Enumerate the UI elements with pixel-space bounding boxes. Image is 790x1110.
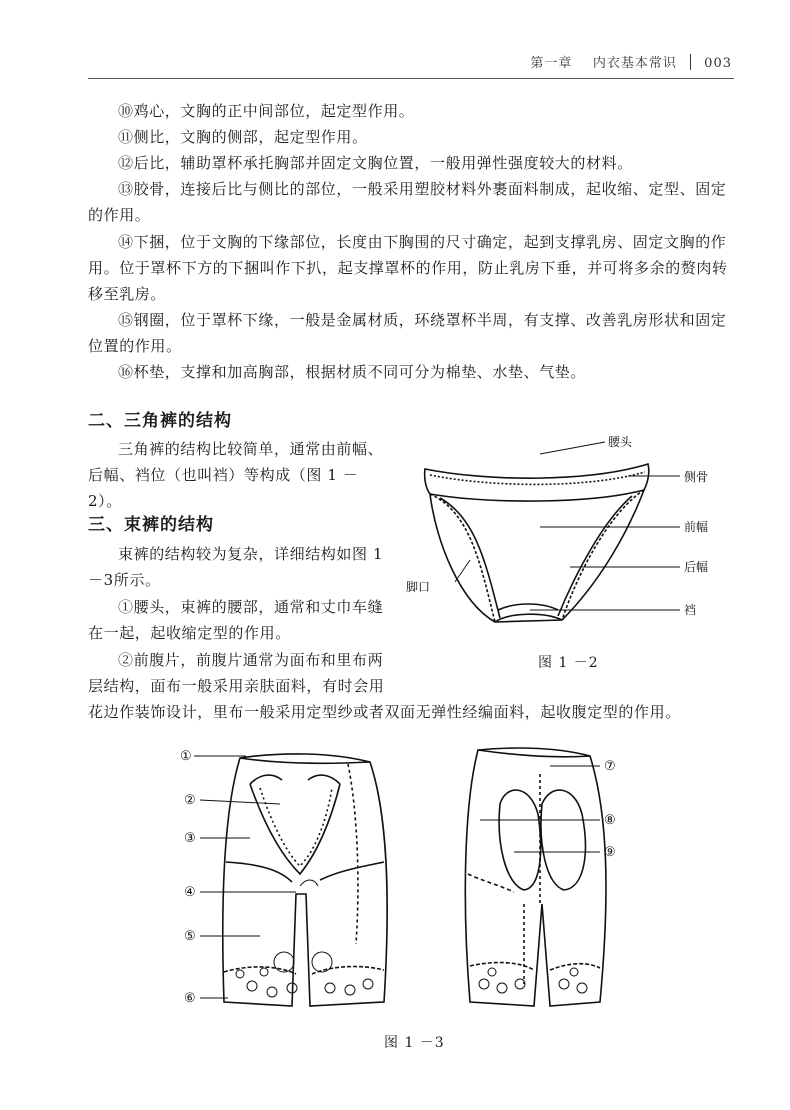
list-item: ⑩鸡心，文胸的正中间部位，起定型作用。	[118, 102, 415, 120]
callout-8: ⑧	[604, 813, 616, 828]
section-heading-shaping-pants: 三、束裤的结构	[88, 515, 214, 535]
shaping-pants-intro: 束裤的结构较为复杂，详细结构如图 1 －3所示。	[88, 545, 384, 589]
shaping-pants-illustration	[180, 744, 630, 1024]
briefs-description: 三角裤的结构比较简单，通常由前幅、后幅、裆位（也叫裆）等构成（图 1 －2）。	[88, 440, 384, 510]
list-item: ②前腹片，前腹片通常为面布和里布两层结构，面布一般采用亲肤面料，有时会用	[88, 651, 385, 695]
label-waistband: 腰头	[608, 435, 633, 449]
figure-caption-1-3: 图 1 －3	[384, 1035, 445, 1051]
figure-briefs	[400, 432, 730, 642]
callout-2: ②	[184, 793, 196, 808]
figure-shaping-pants	[180, 744, 630, 1024]
header-chapter-title: 内衣基本常识	[592, 56, 677, 71]
callout-3: ③	[184, 831, 196, 846]
header-page-number: 003	[704, 56, 732, 71]
label-back: 后幅	[684, 560, 709, 574]
list-item: ⑭下捆，位于文胸的下缘部位，长度由下胸围的尺寸确定，起到支撑乳房、固定文胸的作用。位于罩杯下方的下捆叫作下扒，起支撑罩杯的作用，防止乳房下垂，并可将多余的赘肉转移至乳房。	[88, 233, 728, 303]
list-item: ①腰头，束裤的腰部，通常和丈巾车缝在一起，起收缩定型的作用。	[88, 598, 384, 642]
header-text	[530, 52, 732, 71]
header-rule	[88, 78, 734, 79]
list-item: ⑫后比，辅助罩杯承托胸部并固定文胸位置，一般用弹性强度较大的材料。	[118, 154, 633, 172]
briefs-illustration	[400, 432, 730, 642]
label-front: 前幅	[684, 520, 709, 534]
header-chapter: 第一章	[530, 56, 573, 71]
section-heading-briefs: 二、三角裤的结构	[88, 411, 232, 431]
callout-4: ④	[184, 885, 196, 900]
callout-5: ⑤	[184, 929, 196, 944]
label-side-seam: 侧骨	[684, 470, 709, 484]
callout-1: ①	[180, 749, 192, 764]
list-item: ⑮钢圈，位于罩杯下缘，一般是金属材质，环绕罩杯半周，有支撑、改善乳房形状和固定位置的作用。	[88, 311, 727, 355]
list-item: ⑬胶骨，连接后比与侧比的部位，一般采用塑胶材料外裹面料制成，起收缩、定型、固定的作用。	[88, 180, 727, 224]
label-crotch: 裆	[684, 603, 697, 617]
header-divider	[690, 54, 691, 70]
figure-caption-1-2: 图 1 －2	[538, 655, 599, 671]
list-item: ⑯杯垫，支撑和加高胸部，根据材质不同可分为棉垫、水垫、气垫。	[118, 363, 587, 381]
callout-7: ⑦	[604, 759, 616, 774]
list-item: ⑪侧比，文胸的侧部，起定型作用。	[118, 128, 368, 146]
callout-9: ⑨	[604, 845, 616, 860]
callout-6: ⑥	[184, 991, 196, 1006]
running-header	[0, 0, 790, 80]
list-item-continuation: 花边作装饰设计，里布一般采用定型纱或者双面无弹性经编面料，起收腹定型的作用。	[88, 703, 681, 721]
label-leg-opening: 脚口	[406, 580, 431, 594]
